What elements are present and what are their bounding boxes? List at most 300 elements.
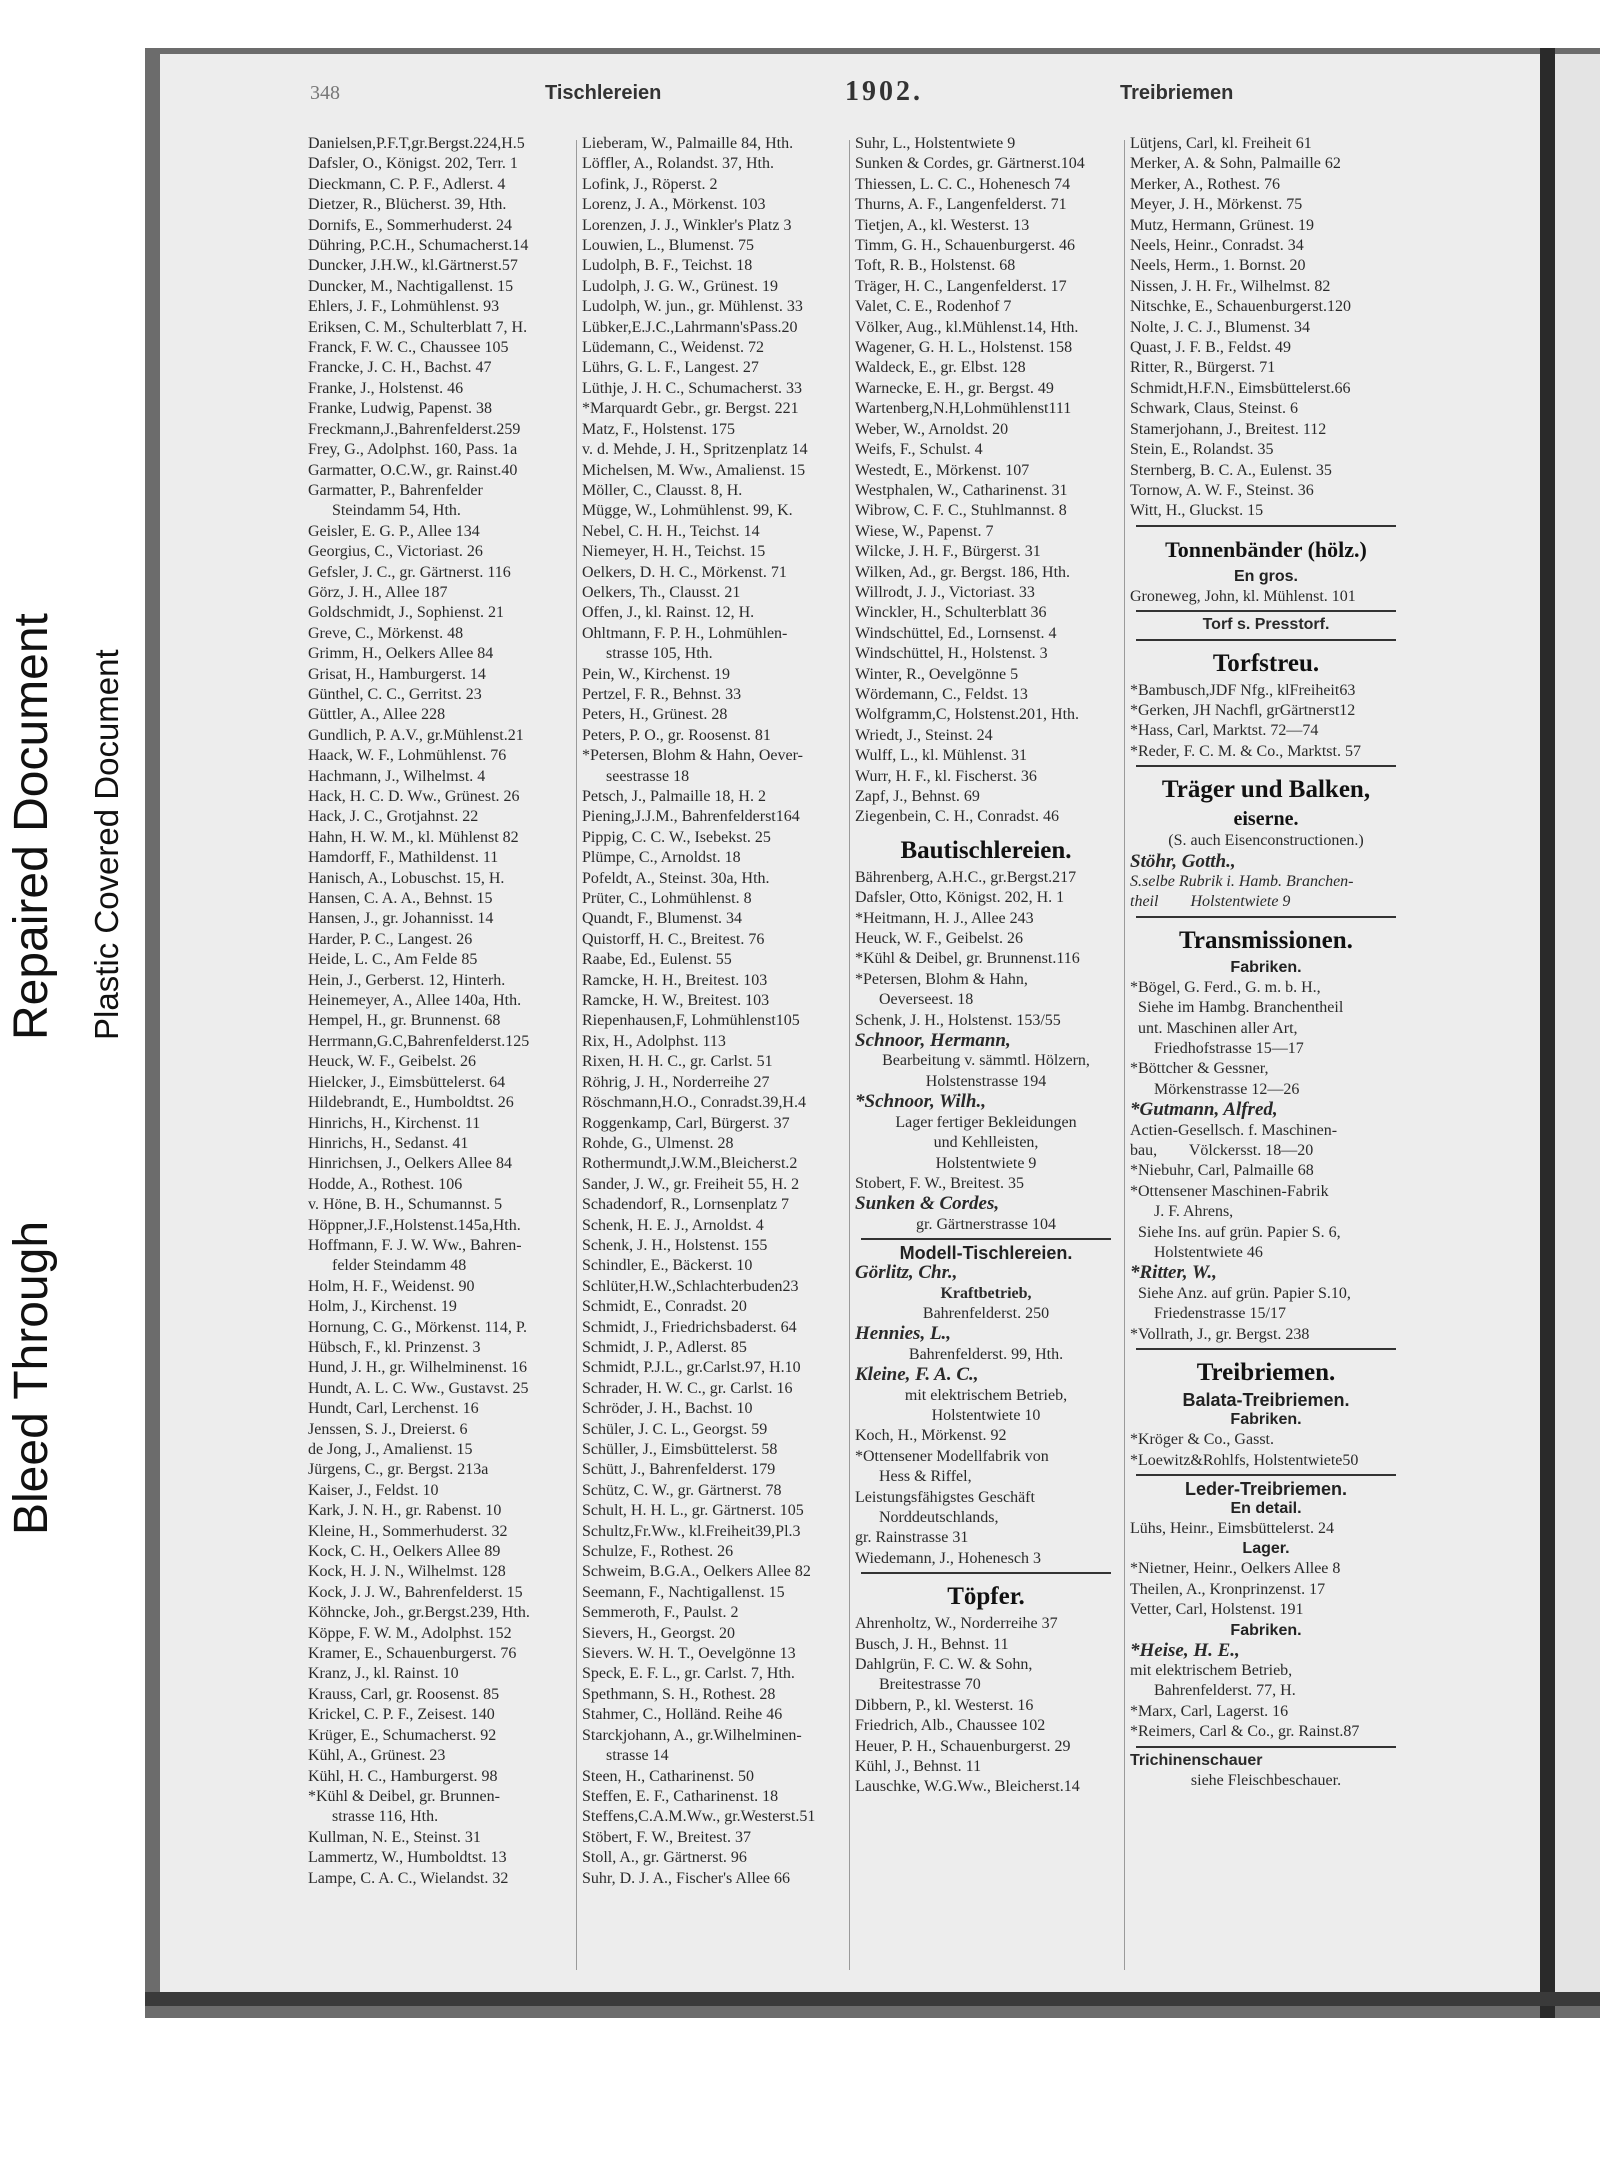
directory-entry: Hein, J., Gerberst. 12, Hinterh.: [308, 971, 506, 989]
directory-entry: Stoll, A., gr. Gärtnerst. 96: [582, 1849, 747, 1867]
label-plastic-covered: Plastic Covered Document: [88, 649, 125, 1040]
entry-list: [308, 134, 570, 1889]
directory-entry: Oelkers, Th., Clausst. 21: [582, 583, 741, 601]
directory-entry: Starckjohann, A., gr.Wilhelminen-: [582, 1726, 802, 1744]
directory-entry: Busch, J. H., Behnst. 11: [855, 1635, 1009, 1653]
directory-entry: Schmidt, P.J.L., gr.Carlst.97, H.10: [582, 1359, 801, 1377]
column-divider: [849, 140, 850, 1970]
directory-entry: Kock, C. H., Oelkers Allee 89: [308, 1543, 501, 1561]
directory-entry: *Ottensener Modellfabrik von: [855, 1447, 1049, 1465]
directory-entry: Holm, H. F., Weidenst. 90: [308, 1277, 475, 1295]
directory-entry: Hansen, C. A. A., Behnst. 15: [308, 890, 493, 908]
column-3: [855, 134, 1117, 1798]
directory-entry: Merker, A. & Sohn, Palmaille 62: [1130, 155, 1341, 173]
directory-entry: Hinrichsen, J., Oelkers Allee 84: [308, 1155, 512, 1173]
directory-entry: Danielsen,P.F.T,gr.Bergst.224,H.5: [308, 135, 525, 152]
directory-entry: Stein, E., Rolandst. 35: [1130, 441, 1274, 459]
directory-entry: Duncker, M., Nachtigallenst. 15: [308, 277, 514, 295]
directory-entry: Rixen, H. H. C., gr. Carlst. 51: [582, 1053, 773, 1071]
directory-entry: Schüler, J. C. L., Georgst. 59: [582, 1420, 768, 1438]
directory-entry: Hodde, A., Rothest. 106: [308, 1175, 463, 1193]
directory-entry: Georgius, C., Victoriast. 26: [308, 543, 483, 561]
directory-entry: Wagener, G. H. L., Holstenst. 158: [855, 339, 1073, 357]
directory-entry: J. F. Ahrens,: [1130, 1203, 1234, 1221]
directory-entry: Suhr, D. J. A., Fischer's Allee 66: [582, 1869, 791, 1887]
section-subheading: Fabriken.: [1230, 1621, 1302, 1639]
directory-entry: Sievers, H., Georgst. 20: [582, 1624, 736, 1642]
directory-entry: Köhncke, Joh., gr.Bergst.239, Hth.: [308, 1604, 530, 1622]
directory-entry: Hansen, J., gr. Johannisst. 14: [308, 910, 494, 928]
directory-entry: Windschüttel, H., Holstenst. 3: [855, 645, 1048, 663]
directory-entry: Hoffmann, F. J. W. Ww., Bahren-: [308, 1236, 522, 1254]
adjacent-page-edge: [1555, 54, 1600, 1996]
directory-entry: Lühs, Heinr., Eimsbüttelerst. 24: [1130, 1519, 1334, 1537]
directory-entry: Wibrow, C. F. C., Stuhlmannst. 8: [855, 502, 1067, 520]
directory-entry: Rothermundt,J.W.M.,Bleicherst.2: [582, 1155, 798, 1173]
directory-entry: Mörkenstrasse 12—26: [1130, 1080, 1300, 1098]
directory-entry: mit elektrischem Betrieb,: [904, 1386, 1068, 1404]
directory-entry: Gefsler, J. C., gr. Gärtnerst. 116: [308, 563, 511, 581]
directory-entry: Hundt, A. L. C. Ww., Gustavst. 25: [308, 1379, 529, 1397]
directory-entry: S.selbe Rubrik i. Hamb. Branchen-: [1130, 872, 1354, 890]
directory-entry: seestrasse 18: [582, 767, 690, 785]
directory-entry: Spethmann, S. H., Rothest. 28: [582, 1685, 776, 1703]
directory-entry: Hornung, C. G., Mörkenst. 114, P.: [308, 1318, 527, 1336]
directory-entry: mit elektrischem Betrieb,: [1130, 1661, 1293, 1679]
directory-entry: Oelkers, D. H. C., Mörkenst. 71: [582, 563, 787, 581]
directory-entry: Willrodt, J. J., Victoriast. 33: [855, 583, 1035, 601]
firm-details: [855, 1345, 1117, 1365]
directory-entry: Hahn, H. W. M., kl. Mühlenst 82: [308, 828, 519, 846]
directory-entry: Steindamm 54, Hth.: [308, 502, 461, 520]
directory-entry: Duncker, J.H.W., kl.Gärtnerst.57: [308, 257, 518, 275]
header-year: 1902.: [845, 76, 923, 107]
firm-details: [1130, 1661, 1402, 1743]
directory-entry: Quast, J. F. B., Feldst. 49: [1130, 339, 1291, 357]
column-divider: [576, 140, 577, 1970]
directory-entry: Semmeroth, F., Paulst. 2: [582, 1604, 739, 1622]
directory-entry: Franck, F. W. C., Chaussee 105: [308, 339, 509, 357]
firm-name-gutmann: *Gutmann, Alfred,: [1130, 1099, 1278, 1121]
firm-name-heise: *Heise, H. E.,: [1130, 1639, 1240, 1661]
directory-entry: *Kühl & Deibel, gr. Brunnenst.116: [855, 950, 1080, 968]
section-heading-balata: Balata-Treibriemen.: [1182, 1390, 1350, 1411]
directory-entry: Hamdorff, F., Mathildenst. 11: [308, 849, 499, 867]
section-rule: [1136, 610, 1396, 612]
directory-entry: Schweim, B.G.A., Oelkers Allee 82: [582, 1563, 811, 1581]
section-rule: [1136, 916, 1396, 918]
section-rule: [1136, 1348, 1396, 1350]
entry-list: [1130, 681, 1402, 763]
section-rule: [861, 1238, 1111, 1240]
directory-entry: Wolfgramm,C, Holstenst.201, Hth.: [855, 706, 1080, 724]
directory-entry: Koch, H., Mörkenst. 92: [855, 1427, 1007, 1445]
directory-entry: Weifs, F., Schulst. 4: [855, 441, 983, 459]
directory-entry: Dafsler, O., Königst. 202, Terr. 1: [308, 155, 518, 173]
directory-entry: Oeverseest. 18: [855, 991, 974, 1009]
directory-entry: Stobert, F. W., Breitest. 35: [855, 1174, 1024, 1192]
directory-entry: Schultz,Fr.Ww., kl.Freiheit39,Pl.3: [582, 1522, 801, 1540]
directory-entry: Kock, J. J. W., Bahrenfelderst. 15: [308, 1583, 523, 1601]
directory-entry: Röschmann,H.O., Conradst.39,H.4: [582, 1094, 806, 1112]
directory-entry: Schulze, F., Rothest. 26: [582, 1543, 734, 1561]
directory-entry: Groneweg, John, kl. Mühlenst. 101: [1130, 587, 1356, 605]
directory-entry: Lüthje, J. H. C., Schumacherst. 33: [582, 379, 802, 397]
directory-entry: de Jong, J., Amalienst. 15: [308, 1441, 473, 1458]
entry-list: [1130, 134, 1402, 522]
directory-entry: Matz, F., Holstenst. 175: [582, 420, 735, 438]
directory-entry: Thurns, A. F., Langenfelderst. 71: [855, 196, 1067, 214]
directory-entry: Schmidt, E., Conradst. 20: [582, 1298, 747, 1316]
section-rule: [1136, 1474, 1396, 1476]
directory-entry: *Reimers, Carl & Co., gr. Rainst.87: [1130, 1723, 1360, 1741]
directory-entry: Kühl, H. C., Hamburgerst. 98: [308, 1767, 498, 1785]
directory-entry: Kleine, H., Sommerhuderst. 32: [308, 1522, 508, 1540]
section-subheading: En gros.: [1233, 567, 1298, 585]
directory-entry: Lager fertiger Bekleidungen: [895, 1113, 1077, 1131]
entry-list: [1130, 1430, 1402, 1471]
directory-entry: Freckmann,J.,Bahrenfelderst.259: [308, 420, 521, 438]
directory-entry: Ramcke, H. W., Breitest. 103: [582, 992, 770, 1010]
directory-entry: Schlüter,H.W.,Schlachterbuden23: [582, 1277, 799, 1295]
section-heading-tonnenbaender: Tonnenbänder (hölz.): [1165, 536, 1367, 562]
section-heading-eiserne: eiserne.: [1233, 808, 1299, 831]
directory-entry: Dornifs, E., Sommerhuderst. 24: [308, 216, 512, 234]
directory-entry: Dieckmann, C. P. F., Adlerst. 4: [308, 175, 506, 193]
directory-entry: Holstentwiete 46: [1130, 1244, 1263, 1262]
directory-entry: Schenk, J. H., Holstenst. 153/55: [855, 1011, 1061, 1029]
directory-entry: Nissen, J. H. Fr., Wilhelmst. 82: [1130, 277, 1331, 295]
section-rule: [1136, 639, 1396, 641]
section-subheading: Fabriken.: [1230, 958, 1302, 976]
directory-entry: *Kühl & Deibel, gr. Brunnen-: [308, 1787, 500, 1805]
directory-entry: Gundlich, P. A.V., gr.Mühlenst.21: [308, 726, 524, 744]
directory-entry: Louwien, L., Blumenst. 75: [582, 237, 754, 255]
label-repaired-document: Repaired Document: [5, 613, 58, 1040]
directory-entry: Piening,J.J.M., Bahrenfelderst164: [582, 808, 800, 826]
directory-entry: Grisat, H., Hamburgerst. 14: [308, 665, 486, 683]
directory-entry: Garmatter, O.C.W., gr. Rainst.40: [308, 461, 518, 479]
section-subheading: En detail.: [1230, 1499, 1302, 1517]
directory-entry: felder Steindamm 48: [308, 1257, 467, 1275]
directory-entry: Vetter, Carl, Holstenst. 191: [1130, 1601, 1304, 1619]
directory-entry: *Reder, F. C. M. & Co., Marktst. 57: [1130, 742, 1361, 760]
directory-entry: Schmidt, J. P., Adlerst. 85: [582, 1338, 747, 1356]
directory-entry: *Bögel, G. Ferd., G. m. b. H.,: [1130, 978, 1321, 996]
directory-entry: Sunken & Cordes, gr. Gärtnerst.104: [855, 155, 1085, 173]
firm-details: [855, 1304, 1117, 1324]
section-heading-trichinenschauer: Trichinenschauer: [1130, 1751, 1263, 1769]
directory-entry: Geisler, E. G. P., Allee 134: [308, 522, 480, 540]
directory-entry: theil Holstentwiete 9: [1130, 893, 1291, 911]
directory-entry: Wriedt, J., Steinst. 24: [855, 726, 993, 744]
directory-entry: Kühl, J., Behnst. 11: [855, 1758, 982, 1776]
firm-name-goerlitz: Görlitz, Chr.,: [855, 1262, 958, 1284]
entry-list: [1130, 587, 1402, 607]
section-subheading: Fabriken.: [1230, 1411, 1302, 1429]
entry-list: [1130, 978, 1402, 1100]
directory-entry: v. d. Mehde, J. H., Spritzenplatz 14: [582, 441, 808, 459]
directory-entry: Sander, J. W., gr. Freiheit 55, H. 2: [582, 1175, 800, 1193]
directory-entry: Träger, H. C., Langenfelderst. 17: [855, 277, 1067, 295]
directory-entry: Tornow, A. W. F., Steinst. 36: [1130, 481, 1314, 499]
header-left-keyword: Tischlereien: [545, 82, 662, 104]
entry-list: [855, 868, 1117, 1031]
directory-entry: Steen, H., Catharinenst. 50: [582, 1767, 754, 1785]
directory-entry: *Nietner, Heinr., Oelkers Allee 8: [1130, 1560, 1341, 1578]
directory-entry: Warnecke, E. H., gr. Bergst. 49: [855, 379, 1054, 397]
directory-entry: Wilcke, J. H. F., Bürgerst. 31: [855, 543, 1041, 561]
directory-entry: Waldeck, E., gr. Elbst. 128: [855, 359, 1026, 377]
directory-entry: Ehlers, J. F., Lohmühlenst. 93: [308, 298, 500, 316]
directory-entry: Neels, Herm., 1. Bornst. 20: [1130, 257, 1306, 275]
firm-name-hennies: Hennies, L.,: [855, 1323, 952, 1345]
directory-entry: Harder, P. C., Langest. 26: [308, 930, 473, 948]
directory-entry: Hildebrandt, E., Humboldtst. 26: [308, 1094, 514, 1112]
firm-details: [1130, 1284, 1402, 1345]
directory-entry: Eriksen, C. M., Schulterblatt 7, H.: [308, 318, 528, 336]
directory-entry: Witt, H., Gluckst. 15: [1130, 502, 1264, 520]
directory-entry: Ohltmann, F. P. H., Lohmühlen-: [582, 624, 788, 642]
directory-entry: Bahrenfelderst. 77, H.: [1130, 1682, 1296, 1700]
directory-entry: Hess & Riffel,: [855, 1468, 972, 1486]
directory-entry: Windschüttel, Ed., Lornsenst. 4: [855, 624, 1057, 642]
entry-list: [855, 1174, 1117, 1194]
section-heading-modell-tischlereien: Modell-Tischlereien.: [899, 1243, 1073, 1264]
directory-entry: Dietzer, R., Blücherst. 39, Hth.: [308, 196, 507, 214]
directory-entry: Haack, W. F., Lohmühlenst. 76: [308, 747, 507, 765]
entry-list: [1130, 1559, 1402, 1620]
directory-entry: Schadendorf, R., Lornsenplatz 7: [582, 1196, 790, 1214]
firm-details: [855, 1051, 1117, 1092]
directory-entry: Schult, H. H. L., gr. Gärtnerst. 105: [582, 1502, 804, 1520]
directory-entry: Steffen, E. F., Catharinenst. 18: [582, 1787, 779, 1805]
directory-entry: Schmidt,H.F.N., Eimsbüttelerst.66: [1130, 379, 1351, 397]
firm-name-ritter: *Ritter, W.,: [1130, 1262, 1217, 1284]
directory-entry: Heide, L. C., Am Felde 85: [308, 951, 478, 969]
directory-entry: Lütjens, Carl, kl. Freiheit 61: [1130, 135, 1312, 152]
directory-entry: Roggenkamp, Carl, Bürgerst. 37: [582, 1114, 790, 1132]
directory-entry: Stahmer, C., Holländ. Reihe 46: [582, 1706, 783, 1724]
directory-entry: Schindler, E., Bäckerst. 10: [582, 1257, 753, 1275]
firm-subtitle: Kraftbetrieb,: [940, 1284, 1032, 1302]
directory-entry: v. Höne, B. H., Schumannst. 5: [308, 1196, 503, 1214]
directory-entry: *Heitmann, H. J., Allee 243: [855, 909, 1034, 927]
directory-entry: Krauss, Carl, gr. Roosenst. 85: [308, 1685, 500, 1703]
directory-entry: Schrader, H. W. C., gr. Carlst. 16: [582, 1379, 793, 1397]
directory-entry: Nebel, C. H. H., Teichst. 14: [582, 522, 760, 540]
directory-entry: Actien-Gesellsch. f. Maschinen-: [1130, 1121, 1338, 1139]
section-heading-transmissionen: Transmissionen.: [1179, 926, 1353, 954]
directory-entry: Röhrig, J. H., Norderreihe 27: [582, 1073, 770, 1091]
directory-entry: Holstentwiete 10: [931, 1406, 1041, 1424]
section-rule: [1136, 1746, 1396, 1748]
directory-entry: *Marquardt Gebr., gr. Bergst. 221: [582, 400, 799, 418]
directory-entry: Dahlgrün, F. C. W. & Sohn,: [855, 1656, 1033, 1674]
directory-entry: Friedhofstrasse 15—17: [1130, 1040, 1304, 1057]
directory-entry: Prüter, C., Lohmühlenst. 8: [582, 890, 752, 908]
entry-list: [582, 134, 844, 1889]
column-2: [582, 134, 844, 1889]
header-right-keyword: Treibriemen: [1120, 82, 1234, 104]
directory-entry: strasse 14: [582, 1747, 669, 1765]
directory-entry: Hinrichs, H., Kirchenst. 11: [308, 1114, 481, 1132]
directory-entry: Holm, J., Kirchenst. 19: [308, 1298, 457, 1316]
directory-entry: Heuck, W. F., Geibelst. 26: [855, 930, 1024, 948]
entry-list: [855, 134, 1117, 828]
directory-entry: Peters, H., Grünest. 28: [582, 706, 728, 724]
section-heading-toepfer: Töpfer.: [947, 1583, 1025, 1611]
directory-entry: Wördemann, C., Feldst. 13: [855, 685, 1028, 703]
firm-details: [1130, 1121, 1402, 1264]
directory-entry: Jenssen, S. J., Dreierst. 6: [308, 1420, 468, 1438]
directory-entry: Kock, H. J. N., Wilhelmst. 128: [308, 1563, 506, 1581]
directory-entry: Pein, W., Kirchenst. 19: [582, 665, 730, 683]
directory-entry: *Marx, Carl, Lagerst. 16: [1130, 1702, 1289, 1720]
directory-entry: Wiese, W., Papenst. 7: [855, 522, 994, 540]
section-rule: [1136, 765, 1396, 767]
directory-entry: Wilken, Ad., gr. Bergst. 186, Hth.: [855, 563, 1071, 581]
directory-entry: Hundt, Carl, Lerchenst. 16: [308, 1400, 479, 1418]
directory-entry: Sternberg, B. C. A., Eulenst. 35: [1130, 461, 1332, 479]
section-heading-leder: Leder-Treibriemen.: [1184, 1478, 1348, 1499]
directory-entry: Ludolph, W. jun., gr. Mühlenst. 33: [582, 298, 803, 316]
section-note: (S. auch Eisenconstructionen.): [1168, 832, 1364, 850]
directory-entry: Grimm, H., Oelkers Allee 84: [308, 645, 494, 663]
scanned-page-frame: [145, 48, 1600, 2018]
directory-entry: Timm, G. H., Schauenburgerst. 46: [855, 237, 1075, 255]
directory-entry: Peters, P. O., gr. Roosenst. 81: [582, 726, 771, 744]
directory-entry: unt. Maschinen aller Art,: [1130, 1019, 1298, 1037]
directory-entry: Schütz, C. W., gr. Gärtnerst. 78: [582, 1481, 782, 1499]
directory-entry: Frey, G., Adolphst. 160, Pass. 1a: [308, 441, 518, 459]
directory-entry: *Petersen, Blohm & Hahn,: [855, 970, 1028, 988]
directory-entry: Kullman, N. E., Steinst. 31: [308, 1828, 481, 1846]
directory-entry: Krüger, E., Schumacherst. 92: [308, 1726, 497, 1744]
directory-entry: Bährenberg, A.H.C., gr.Bergst.217: [855, 868, 1077, 886]
directory-entry: Wiedemann, J., Hohenesch 3: [855, 1549, 1041, 1567]
directory-entry: Niemeyer, H. H., Teichst. 15: [582, 543, 766, 561]
directory-entry: Lorenzen, J. J., Winkler's Platz 3: [582, 216, 792, 234]
directory-entry: Garmatter, P., Bahrenfelder: [308, 481, 483, 499]
directory-entry: Ziegenbein, C. H., Conradst. 46: [855, 808, 1059, 826]
directory-entry: Leistungsfähigstes Geschäft: [855, 1488, 1035, 1506]
label-bleed-through: Bleed Through: [5, 1220, 58, 1535]
directory-entry: Wartenberg,N.H,Lohmühlenst111: [855, 400, 1072, 418]
cross-reference-torf: Torf s. Presstorf.: [1202, 616, 1330, 634]
directory-entry: Hack, H. C. D. Ww., Grünest. 26: [308, 788, 520, 805]
directory-entry: Krickel, C. P. F., Zeisest. 140: [308, 1706, 495, 1724]
directory-entry: Hack, J. C., Grotjahnst. 22: [308, 808, 479, 826]
directory-entry: Hund, J. H., gr. Wilhelminenst. 16: [308, 1359, 528, 1377]
directory-entry: Mügge, W., Lohmühlenst. 99, K.: [582, 502, 793, 520]
directory-entry: Wulff, L., kl. Mühlenst. 31: [855, 747, 1027, 765]
directory-entry: *Niebuhr, Carl, Palmaille 68: [1130, 1162, 1314, 1180]
directory-entry: Lammertz, W., Humboldtst. 13: [308, 1849, 507, 1867]
directory-entry: *Böttcher & Gessner,: [1130, 1060, 1269, 1078]
directory-entry: Siehe Anz. auf grün. Papier S.10,: [1130, 1284, 1351, 1302]
directory-entry: Herrmann,G.C,Bahrenfelderst.125: [308, 1032, 530, 1050]
directory-entry: Lieberam, W., Palmaille 84, Hth.: [582, 135, 794, 152]
directory-entry: *Ottensener Maschinen-Fabrik: [1130, 1182, 1329, 1200]
directory-entry: Schenk, J. H., Holstenst. 155: [582, 1236, 768, 1254]
directory-entry: Ritter, R., Bürgerst. 71: [1130, 359, 1276, 377]
directory-entry: Schenk, H. E. J., Arnoldst. 4: [582, 1216, 764, 1234]
directory-entry: Thiessen, L. C. C., Hohenesch 74: [855, 175, 1071, 193]
firm-name-schnoor-hermann: Schnoor, Hermann,: [855, 1030, 1011, 1052]
directory-entry: Toft, R. B., Holstenst. 68: [855, 257, 1016, 275]
directory-entry: Bahrenfelderst. 250: [922, 1304, 1050, 1322]
directory-entry: Sievers. W. H. T., Oevelgönne 13: [582, 1645, 796, 1663]
directory-entry: Hachmann, J., Wilhelmst. 4: [308, 767, 486, 785]
directory-entry: Winter, R., Oevelgönne 5: [855, 665, 1019, 683]
directory-entry: Quandt, F., Blumenst. 34: [582, 910, 743, 928]
directory-entry: Görz, J. H., Allee 187: [308, 583, 448, 601]
column-divider: [1124, 140, 1125, 1970]
directory-entry: *Bambusch,JDF Nfg., klFreiheit63: [1130, 681, 1356, 699]
annotation-sidebar: [0, 0, 145, 2177]
directory-entry: Zapf, J., Behnst. 69: [855, 788, 980, 805]
directory-entry: Lorenz, J. A., Mörkenst. 103: [582, 196, 766, 214]
directory-entry: Merker, A., Rothest. 76: [1130, 175, 1281, 193]
directory-entry: Güttler, A., Allee 228: [308, 706, 446, 724]
directory-entry: Steffens,C.A.M.Ww., gr.Westerst.51: [582, 1808, 816, 1826]
section-heading-bautischlereien: Bautischlereien.: [900, 836, 1072, 864]
directory-entry: Quistorff, H. C., Breitest. 76: [582, 930, 765, 948]
directory-entry: Breitestrasse 70: [855, 1676, 981, 1694]
directory-entry: Schmidt, J., Friedrichsbaderst. 64: [582, 1318, 797, 1336]
directory-entry: Riepenhausen,F, Lohmühlenst105: [582, 1012, 800, 1030]
directory-entry: Lührs, G. L. F., Langest. 27: [582, 359, 759, 377]
directory-entry: Hübsch, F., kl. Prinzenst. 3: [308, 1338, 481, 1356]
directory-entry: Kranz, J., kl. Rainst. 10: [308, 1665, 459, 1683]
directory-entry: Bearbeitung v. sämmtl. Hölzern,: [882, 1052, 1090, 1070]
directory-entry: Stöbert, F. W., Breitest. 37: [582, 1828, 751, 1846]
directory-entry: und Kehlleisten,: [933, 1134, 1039, 1152]
directory-entry: Nitschke, E., Schauenburgerst.120: [1130, 298, 1351, 316]
cross-reference-fleischbeschauer: siehe Fleischbeschauer.: [1190, 1771, 1342, 1789]
firm-name-kleine: Kleine, F. A. C.,: [855, 1364, 979, 1386]
firm-name-stoehr: Stöhr, Gotth.,: [1130, 850, 1236, 872]
directory-entry: Rohde, G., Ulmenst. 28: [582, 1134, 734, 1152]
directory-entry: Michelsen, M. Ww., Amalienst. 15: [582, 461, 806, 479]
section-heading-torfstreu: Torfstreu.: [1212, 649, 1320, 677]
directory-entry: Pippig, C. C. W., Isebekst. 25: [582, 828, 771, 846]
directory-entry: Neels, Heinr., Conradst. 34: [1130, 237, 1304, 255]
section-heading-treibriemen: Treibriemen.: [1196, 1359, 1336, 1387]
directory-entry: Plümpe, C., Arnoldst. 18: [582, 849, 741, 867]
directory-entry: Hielcker, J., Eimsbüttelerst. 64: [308, 1073, 506, 1091]
directory-entry: Seemann, F., Nachtigallenst. 15: [582, 1583, 785, 1601]
directory-entry: Friedenstrasse 15/17: [1130, 1305, 1286, 1323]
directory-entry: Ahrenholtz, W., Norderreihe 37: [855, 1615, 1058, 1633]
directory-entry: Rix, H., Adolphst. 113: [582, 1032, 726, 1050]
directory-entry: Schwark, Claus, Steinst. 6: [1130, 400, 1298, 418]
directory-entry: Siehe Ins. auf grün. Papier S. 6,: [1130, 1223, 1341, 1241]
page-number: 348: [310, 82, 340, 104]
entry-list: [855, 1426, 1117, 1569]
scan-bottom-edge: [145, 1992, 1600, 2006]
firm-name-sunken-cordes: Sunken & Cordes,: [855, 1193, 1000, 1215]
directory-entry: Goldschmidt, J., Sophienst. 21: [308, 604, 505, 622]
directory-entry: Petsch, J., Palmaille 18, H. 2: [582, 788, 766, 805]
directory-entry: Friedrich, Alb., Chaussee 102: [855, 1717, 1046, 1735]
directory-entry: Jürgens, C., gr. Bergst. 213a: [308, 1461, 489, 1479]
directory-entry: Kühl, A., Grünest. 23: [308, 1747, 446, 1765]
directory-entry: Westedt, E., Mörkenst. 107: [855, 461, 1030, 479]
directory-entry: Heuck, W. F., Geibelst. 26: [308, 1053, 477, 1071]
firm-name-schnoor-wilh: *Schnoor, Wilh.,: [855, 1091, 986, 1113]
